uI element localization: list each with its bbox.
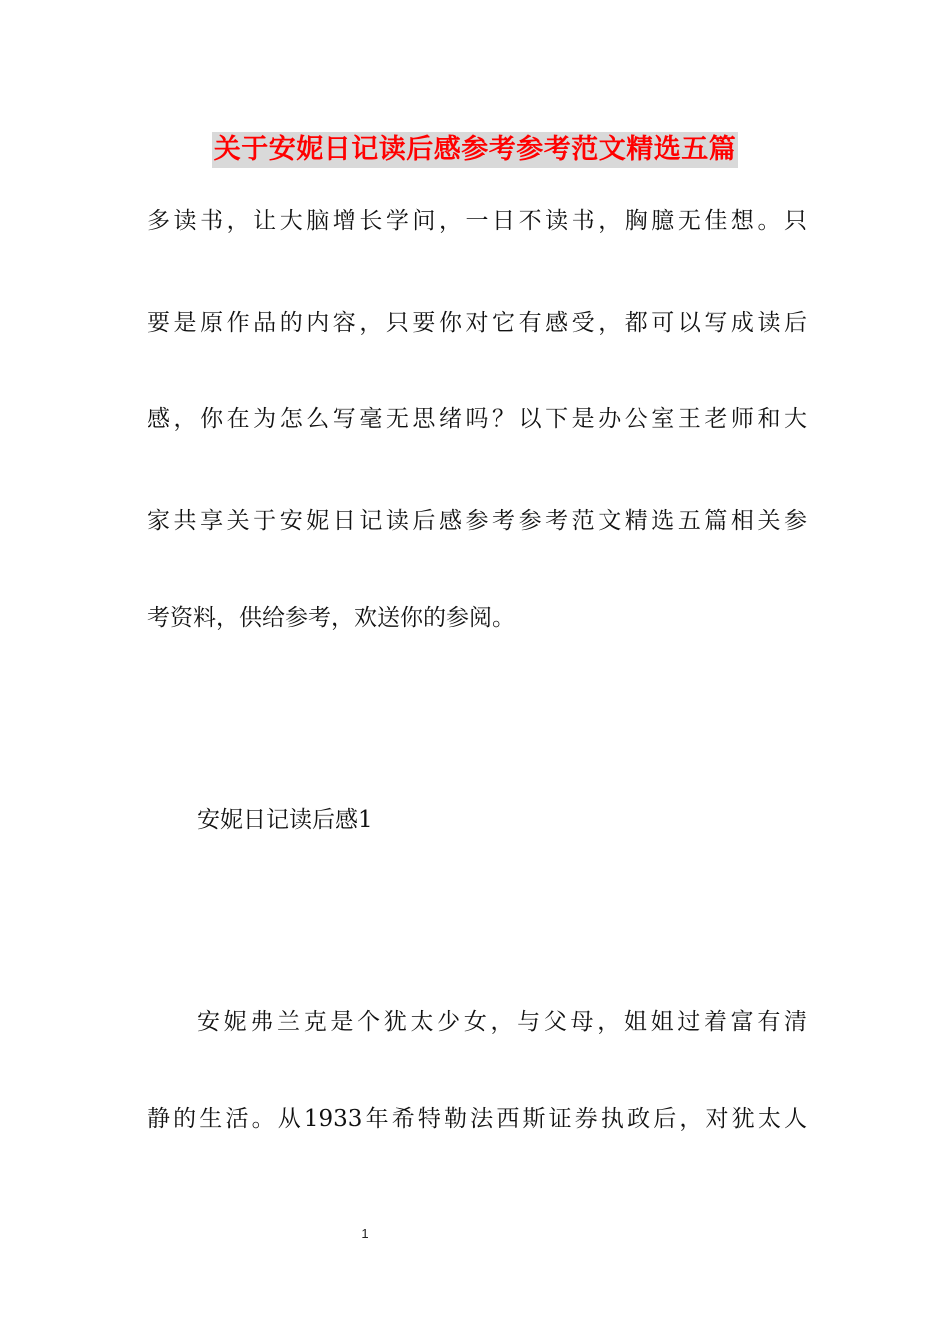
intro-line-5: 考资料，供给参考，欢送你的参阅。: [147, 605, 515, 631]
page-number: 1: [361, 1226, 369, 1241]
intro-line-1: 多读书，让大脑增长学问，一日不读书，胸臆无佳想。只: [147, 208, 807, 234]
intro-line-3: 感，你在为怎么写毫无思绪吗？以下是办公室王老师和大: [147, 406, 807, 432]
body-line-1: 安妮弗兰克是个犹太少女，与父母，姐姐过着富有清: [197, 1009, 807, 1035]
body-line-2: 静的生活。从1933年希特勒法西斯证券执政后，对犹太人: [147, 1106, 807, 1132]
intro-line-2: 要是原作品的内容，只要你对它有感受，都可以写成读后: [147, 310, 807, 336]
title-container: [0, 132, 950, 168]
document-title: 关于安妮日记读后感参考参考范文精选五篇: [212, 132, 739, 168]
section-heading: 安妮日记读后感1: [197, 807, 373, 833]
intro-line-4: 家共享关于安妮日记读后感参考参考范文精选五篇相关参: [147, 508, 807, 534]
